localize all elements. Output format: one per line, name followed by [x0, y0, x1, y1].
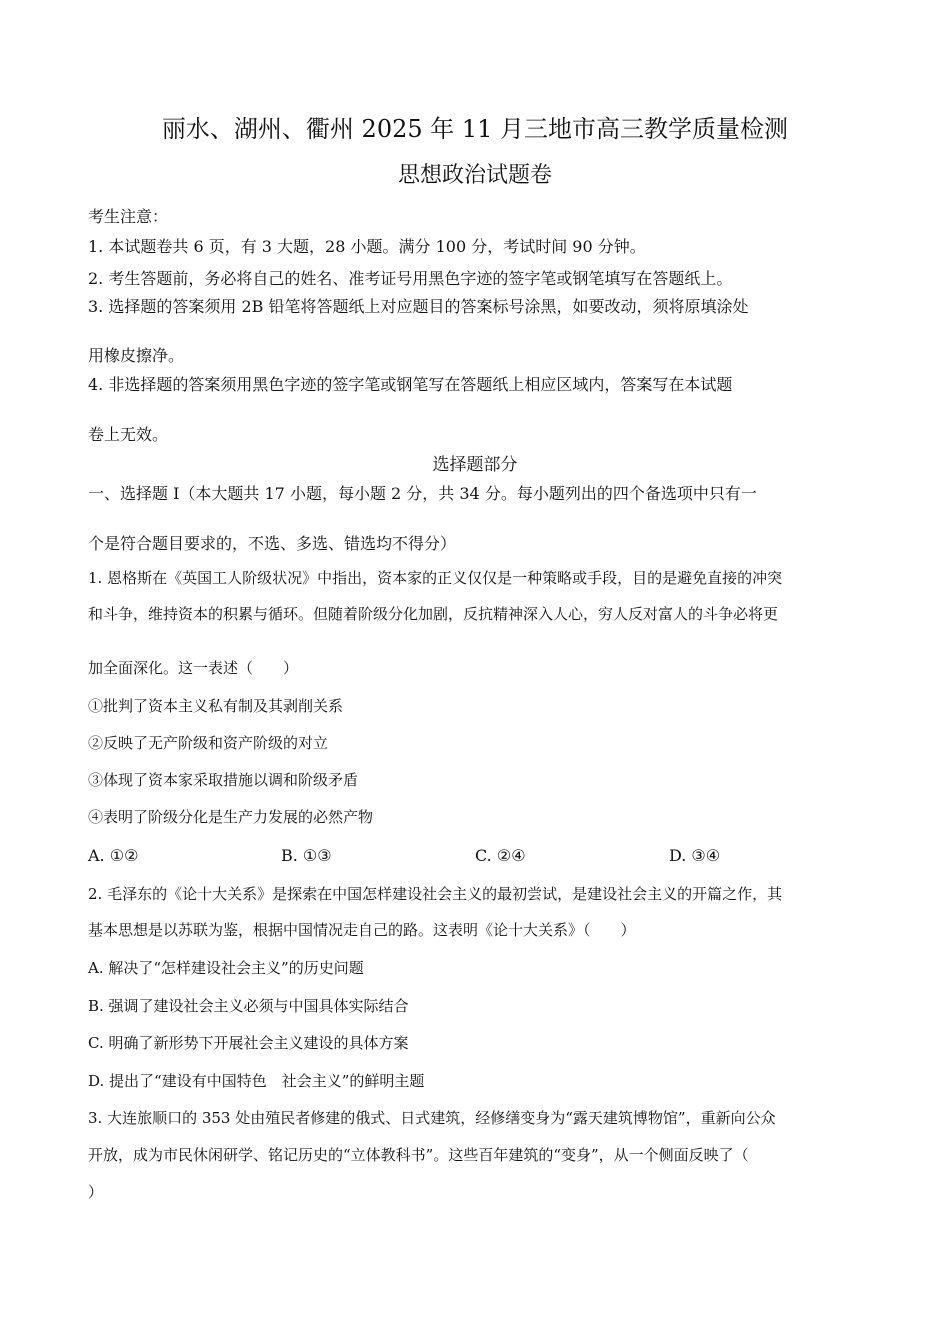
exam-title: 丽水、湖州、衢州 2025 年 11 月三地市高三教学质量检测: [161, 115, 789, 143]
question-1-item: ③体现了资本家采取措施以调和阶级矛盾: [88, 771, 359, 789]
question-2-stem: 基本思想是以苏联为鉴，根据中国情况走自己的路。这表明《论十大关系》（ ）: [88, 921, 636, 939]
question-2-option-b: B. 强调了建设社会主义必须与中国具体实际结合: [88, 997, 409, 1015]
exam-subtitle: 思想政治试题卷: [397, 163, 552, 188]
notice-line: 1. 本试题卷共 6 页，有 3 大题，28 小题。满分 100 分，考试时间 90 分钟。: [88, 237, 646, 256]
question-2-option-a: A. 解决了“怎样建设社会主义”的历史问题: [88, 959, 364, 977]
question-2-option-d: D. 提出了“建设有中国特色 社会主义”的鲜明主题: [88, 1072, 425, 1090]
section-intro-line: 一、选择题 I（本大题共 17 小题，每小题 2 分，共 34 分。每小题列出的四个备选项中只有一: [88, 484, 757, 503]
notice-line: 用橡皮擦净。: [88, 346, 185, 365]
notice-heading: 考生注意：: [88, 207, 169, 226]
question-1-option-a: A. ①②: [88, 846, 139, 865]
question-1-option-c: C. ②④: [475, 846, 526, 865]
notice-line: 3. 选择题的答案须用 2B 铅笔将答题纸上对应题目的答案标号涂黑，如要改动，须将原填涂处: [88, 297, 749, 316]
notice-line: 2. 考生答题前，务必将自己的姓名、准考证号用黑色字迹的签字笔或钢笔填写在答题纸上。: [88, 269, 733, 288]
question-3-stem: 开放，成为市民休闲研学、铭记历史的“立体教科书”。这些百年建筑的“变身”，从一个侧面反映了（: [88, 1146, 749, 1164]
question-1-stem: 和斗争，维持资本的积累与循环。但随着阶级分化加剧，反抗精神深入人心，穷人反对富人的斗争必将更: [88, 605, 779, 623]
question-1-item: ②反映了无产阶级和资产阶级的对立: [88, 734, 329, 752]
section-title: 选择题部分: [432, 455, 518, 475]
question-1-option-b: B. ①③: [281, 846, 332, 865]
question-1-stem: 1. 恩格斯在《英国工人阶级状况》中指出，资本家的正义仅仅是一种策略或手段，目的是避免直接的冲突: [88, 569, 783, 587]
notice-line: 卷上无效。: [88, 425, 169, 444]
question-2-stem: 2. 毛泽东的《论十大关系》是探索在中国怎样建设社会主义的最初尝试，是建设社会主义的开篇之作，其: [88, 885, 783, 903]
notice-line: 4. 非选择题的答案须用黑色字迹的签字笔或钢笔写在答题纸上相应区域内，答案写在本试题: [88, 375, 733, 394]
section-intro-line: 个是符合题目要求的，不选、多选、错选均不得分）: [88, 534, 457, 553]
question-1-item: ④表明了阶级分化是生产力发展的必然产物: [88, 808, 374, 826]
question-2-option-c: C. 明确了新形势下开展社会主义建设的具体方案: [88, 1034, 409, 1052]
question-1-stem: 加全面深化。这一表述（ ）: [88, 659, 299, 677]
question-3-stem: 3. 大连旅顺口的 353 处由殖民者修建的俄式、日式建筑，经修缮变身为“露天建筑博物馆”，重新向公众: [88, 1109, 776, 1127]
question-3-stem: ）: [88, 1183, 104, 1201]
question-1-option-d: D. ③④: [669, 846, 721, 865]
question-1-item: ①批判了资本主义私有制及其剥削关系: [88, 697, 344, 715]
